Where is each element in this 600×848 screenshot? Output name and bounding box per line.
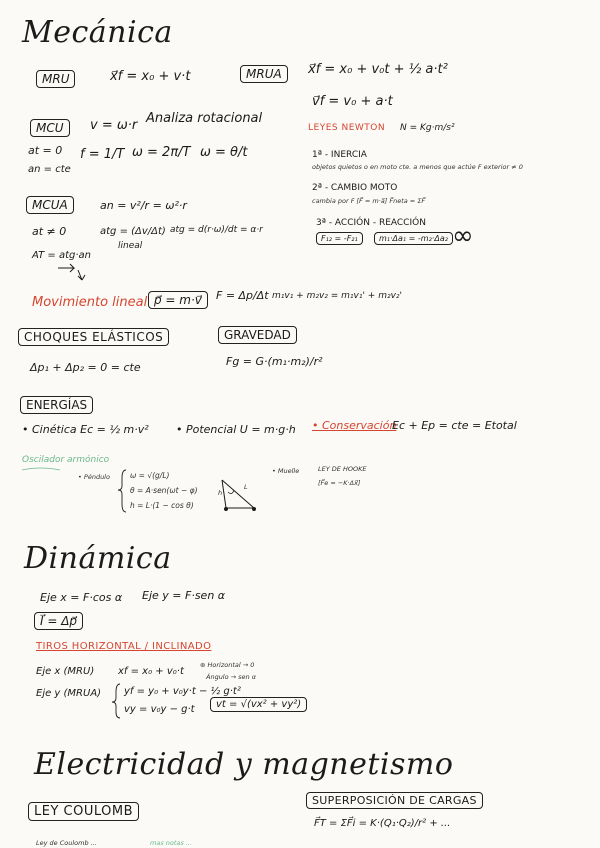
underline-icon	[22, 468, 60, 470]
gravedad-label: GRAVEDAD	[218, 326, 297, 344]
superposicion-equation: F⃗T = ΣF⃗i = K·(Q₁·Q₂)/r² + ...	[314, 818, 451, 829]
newton-law-2-note: cambia por F [F⃗ = m·a⃗] F⃗neta = ΣF⃗	[312, 197, 426, 205]
energia-cinetica: • Cinética Ec = ½ m·v²	[22, 423, 149, 436]
tiro-note-horizontal: ⊛ Horizontal → 0	[200, 661, 255, 669]
momentum-conservation: m₁v₁ + m₂v₂ = m₁v₁' + m₂v₂'	[272, 291, 402, 301]
mcu-omega-period: ω = 2π/T	[132, 145, 191, 160]
eje-y-equation: Eje y = F·sen α	[142, 589, 226, 602]
newton-law-3-box-masses: m₁·Δa₁ = -m₂·Δa₂	[374, 232, 453, 245]
movimiento-lineal-heading: Movimiento lineal	[32, 295, 148, 310]
energia-potencial: • Potencial U = m·g·h	[176, 423, 296, 436]
mcua-at: at ≠ 0	[32, 225, 67, 238]
gravedad-equation: Fg = G·(m₁·m₂)/r²	[226, 355, 323, 368]
mcua-atg-derivative: atg = d(r·ω)/dt = α·r	[170, 225, 263, 235]
ley-hooke-label: LEY DE HOOKE	[318, 465, 367, 473]
impulso-box: I⃗ = Δp⃗	[34, 612, 83, 630]
mrua-equation-velocity: v⃗f = v₀ + a·t	[312, 94, 393, 109]
energia-conservacion-equation: Ec + Ep = cte = Etotal	[392, 419, 517, 432]
pendulo-diagram-h: h	[218, 489, 223, 497]
mcu-omega-angle: ω = θ/t	[200, 145, 248, 160]
bottom-note-green: mas notas ...	[150, 839, 193, 847]
pendulo-diagram-l: L	[244, 483, 248, 491]
mcua-atg: atg = (Δv/Δt)	[100, 226, 166, 237]
newton-unit: N = Kg·m/s²	[400, 123, 455, 133]
newton-law-2: 2ª - CAMBIO MOTO	[312, 183, 398, 193]
oscilador-armonico-heading: Oscilador armónico	[22, 455, 110, 465]
brace-icon	[118, 470, 126, 512]
section-title-electricidad: Electricidad y magnetismo	[34, 747, 454, 782]
pendulum-diagram-icon	[222, 480, 256, 511]
down-arrow-icon	[78, 270, 85, 280]
arrow-icon	[58, 264, 74, 272]
tiro-eje-x-label: Eje x (MRU)	[36, 666, 95, 677]
energias-label: ENERGÍAS	[20, 396, 93, 414]
muelle-label: • Muelle	[272, 467, 300, 475]
mcua-label: MCUA	[26, 196, 74, 214]
superposicion-label: SUPERPOSICIÓN DE CARGAS	[306, 792, 483, 809]
pendulo-theta: θ = A·sen(ωt − φ)	[130, 486, 198, 495]
infinity-doodle: ∞	[452, 221, 474, 251]
pendulo-omega: ω = √(g/L)	[130, 471, 170, 480]
newton-law-1-note: objetos quietos o en moto cte. a menos que actúe F exterior ≠ 0	[312, 163, 523, 171]
mru-equation: x⃗f = x₀ + v·t	[110, 69, 191, 84]
brace-icon	[112, 684, 120, 718]
pendulo-label: • Péndulo	[78, 473, 110, 481]
velocidad-total-box: vt = √(vx² + vy²)	[210, 697, 307, 712]
newton-law-1: 1ª - INERCIA	[312, 150, 367, 160]
mcua-total-acceleration: AT = atg·an	[32, 250, 91, 261]
tiro-eje-y-label: Eje y (MRUA)	[36, 688, 102, 699]
choques-equation: Δp₁ + Δp₂ = 0 = cte	[30, 361, 141, 374]
leyes-newton-heading: LEYES NEWTON	[308, 123, 386, 133]
force-momentum-equation: F = Δp/Δt	[216, 289, 269, 302]
tiros-heading: TIROS HORIZONTAL / INCLINADO	[36, 641, 212, 652]
bottom-note: Ley de Coulomb ...	[36, 839, 97, 847]
momentum-box: p⃗ = m·v⃗	[148, 291, 208, 309]
tiro-eje-x-equation: xf = x₀ + v₀·t	[118, 666, 184, 677]
tiro-eje-y-position: yf = y₀ + v₀y·t − ½ g·t²	[124, 686, 241, 697]
ley-hooke-equation: [F⃗e = −K·Δx⃗]	[318, 479, 361, 487]
newton-law-3: 3ª - ACCIÓN - REACCIÓN	[316, 218, 426, 228]
section-title-mecanica: Mecánica	[22, 15, 173, 50]
mcu-at: at = 0	[28, 144, 63, 157]
mcua-an: an = v²/r = ω²·r	[100, 199, 187, 212]
ley-coulomb-label: LEY COULOMB	[28, 802, 139, 821]
mcu-equation: v = ω·r	[90, 118, 138, 133]
energia-conservacion: • Conservación	[312, 419, 397, 432]
mrua-equation-position: x⃗f = x₀ + v₀t + ½ a·t²	[308, 62, 448, 77]
mcu-an: an = cte	[28, 164, 71, 175]
newton-law-3-box-forces: F₁₂ = -F₂₁	[316, 232, 363, 245]
mcua-lineal: lineal	[118, 241, 143, 251]
choques-elasticos-label: CHOQUES ELÁSTICOS	[18, 328, 169, 346]
section-title-dinamica: Dinámica	[24, 541, 172, 576]
mcu-frequency: f = 1/T	[80, 147, 125, 162]
mcu-note: Analiza rotacional	[146, 111, 263, 126]
tiro-note-angulo: Ángulo → sen α	[206, 673, 257, 681]
mru-label: MRU	[36, 70, 75, 88]
mrua-label: MRUA	[240, 65, 288, 83]
tiro-eje-y-velocity: vy = v₀y − g·t	[124, 704, 195, 715]
eje-x-equation: Eje x = F·cos α	[40, 591, 123, 604]
mcu-label: MCU	[30, 119, 70, 137]
pendulo-height: h = L·(1 − cos θ)	[130, 501, 194, 510]
